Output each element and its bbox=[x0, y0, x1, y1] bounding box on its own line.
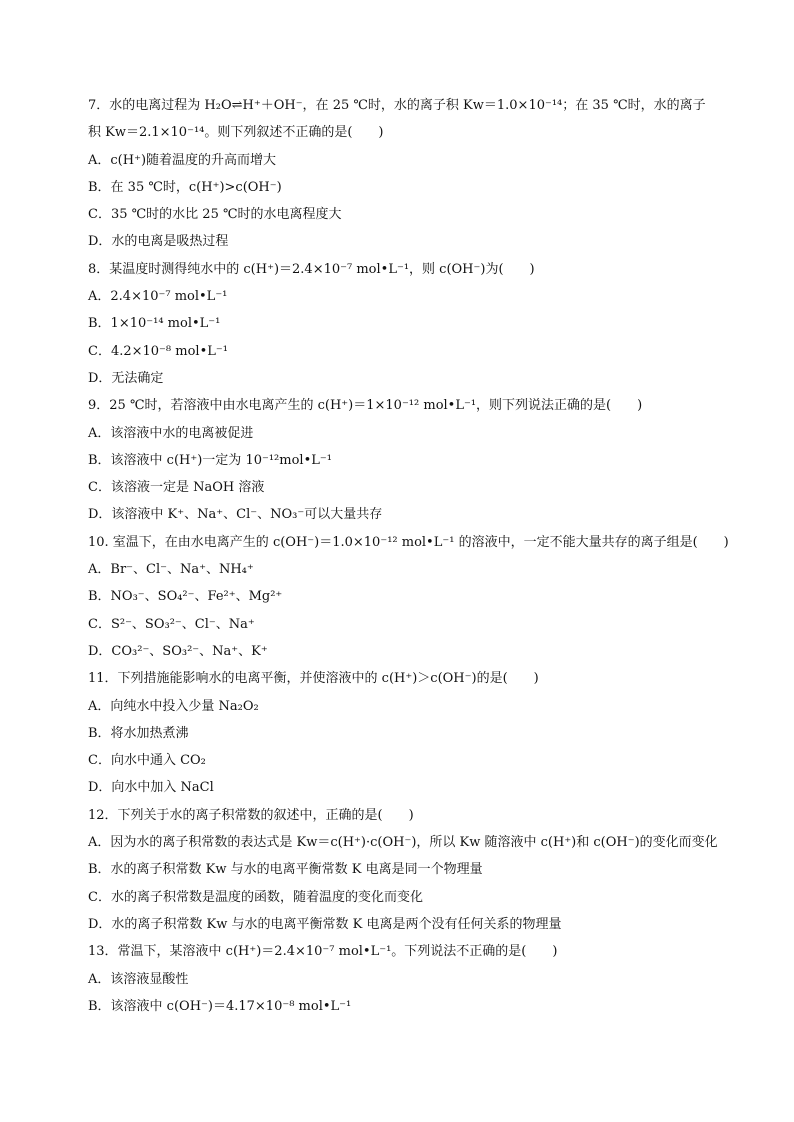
option-b: B．NO₃⁻、SO₄²⁻、Fe²⁺、Mg²⁺ bbox=[88, 589, 283, 605]
question-12 bbox=[88, 802, 728, 938]
question-stem: 12．下列关于水的离子积常数的叙述中，正确的是( ) bbox=[88, 807, 414, 823]
option-b: B．将水加热煮沸 bbox=[88, 725, 189, 741]
option-c: C．该溶液一定是 NaOH 溶液 bbox=[88, 480, 265, 496]
exam-page bbox=[88, 92, 728, 1020]
question-7 bbox=[88, 92, 728, 256]
option-d: D．该溶液中 K⁺、Na⁺、Cl⁻、NO₃⁻可以大量共存 bbox=[88, 507, 383, 523]
option-b: B．该溶液中 c(H⁺)一定为 10⁻¹²mol•L⁻¹ bbox=[88, 452, 332, 468]
option-c: C．4.2×10⁻⁸ mol•L⁻¹ bbox=[88, 343, 228, 359]
question-stem: 11．下列措施能影响水的电离平衡，并使溶液中的 c(H⁺)＞c(OH⁻)的是( ) bbox=[88, 671, 539, 687]
option-a: A．2.4×10⁻⁷ mol•L⁻¹ bbox=[88, 289, 228, 305]
option-d: D．无法确定 bbox=[88, 370, 164, 386]
question-stem: 9．25 ℃时，若溶液中由水电离产生的 c(H⁺)＝1×10⁻¹² mol•L⁻¹，则下列说法正确的是( ) bbox=[88, 398, 643, 414]
question-10 bbox=[88, 529, 728, 665]
question-stem: 8．某温度时测得纯水中的 c(H⁺)＝2.4×10⁻⁷ mol•L⁻¹，则 c(OH⁻)为( ) bbox=[88, 261, 535, 277]
question-9 bbox=[88, 392, 728, 528]
question-stem: 13．常温下，某溶液中 c(H⁺)＝2.4×10⁻⁷ mol•L⁻¹。下列说法不正确的是( ) bbox=[88, 944, 558, 960]
option-b: B．该溶液中 c(OH⁻)＝4.17×10⁻⁸ mol•L⁻¹ bbox=[88, 998, 352, 1014]
option-d: D．水的离子积常数 Kw 与水的电离平衡常数 K 电离是两个没有任何关系的物理量 bbox=[88, 916, 562, 932]
question-stem: 7．水的电离过程为 H₂O⇌H⁺＋OH⁻，在 25 ℃时，水的离子积 Kw＝1.0×10⁻¹⁴；在 35 ℃时，水的离子 bbox=[88, 98, 706, 113]
option-b: B．水的离子积常数 Kw 与水的电离平衡常数 K 电离是同一个物理量 bbox=[88, 862, 483, 878]
question-11 bbox=[88, 665, 728, 801]
option-c: C．向水中通入 CO₂ bbox=[88, 753, 206, 769]
option-c: C．水的离子积常数是温度的函数，随着温度的变化而变化 bbox=[88, 889, 423, 905]
option-b: B．在 35 ℃时，c(H⁺)>c(OH⁻) bbox=[88, 179, 282, 195]
option-d: D．水的电离是吸热过程 bbox=[88, 234, 229, 250]
option-a: A．该溶液显酸性 bbox=[88, 971, 189, 987]
question-stem: 10. 室温下，在由水电离产生的 c(OH⁻)＝1.0×10⁻¹² mol•L⁻¹ 的溶液中，一定不能大量共存的离子组是( ) bbox=[88, 534, 729, 550]
option-c: C．S²⁻、SO₃²⁻、Cl⁻、Na⁺ bbox=[88, 616, 255, 632]
option-c: C．35 ℃时的水比 25 ℃时的水电离程度大 bbox=[88, 207, 342, 223]
option-a: A．该溶液中水的电离被促进 bbox=[88, 425, 254, 441]
option-a: A．向纯水中投入少量 Na₂O₂ bbox=[88, 698, 259, 714]
question-8 bbox=[88, 256, 728, 392]
option-a: A．c(H⁺)随着温度的升高而增大 bbox=[88, 152, 277, 168]
option-b: B．1×10⁻¹⁴ mol•L⁻¹ bbox=[88, 316, 221, 332]
option-d: D．CO₃²⁻、SO₃²⁻、Na⁺、K⁺ bbox=[88, 643, 268, 659]
option-d: D．向水中加入 NaCl bbox=[88, 780, 214, 796]
option-a: A．因为水的离子积常数的表达式是 Kw＝c(H⁺)·c(OH⁻)，所以 Kw 随溶液中 c(H⁺)和 c(OH⁻)的变化而变化 bbox=[88, 835, 718, 851]
option-a: A．Br⁻、Cl⁻、Na⁺、NH₄⁺ bbox=[88, 562, 254, 578]
question-stem: 积 Kw＝2.1×10⁻¹⁴。则下列叙述不正确的是( ) bbox=[88, 125, 384, 141]
question-13 bbox=[88, 938, 728, 1020]
